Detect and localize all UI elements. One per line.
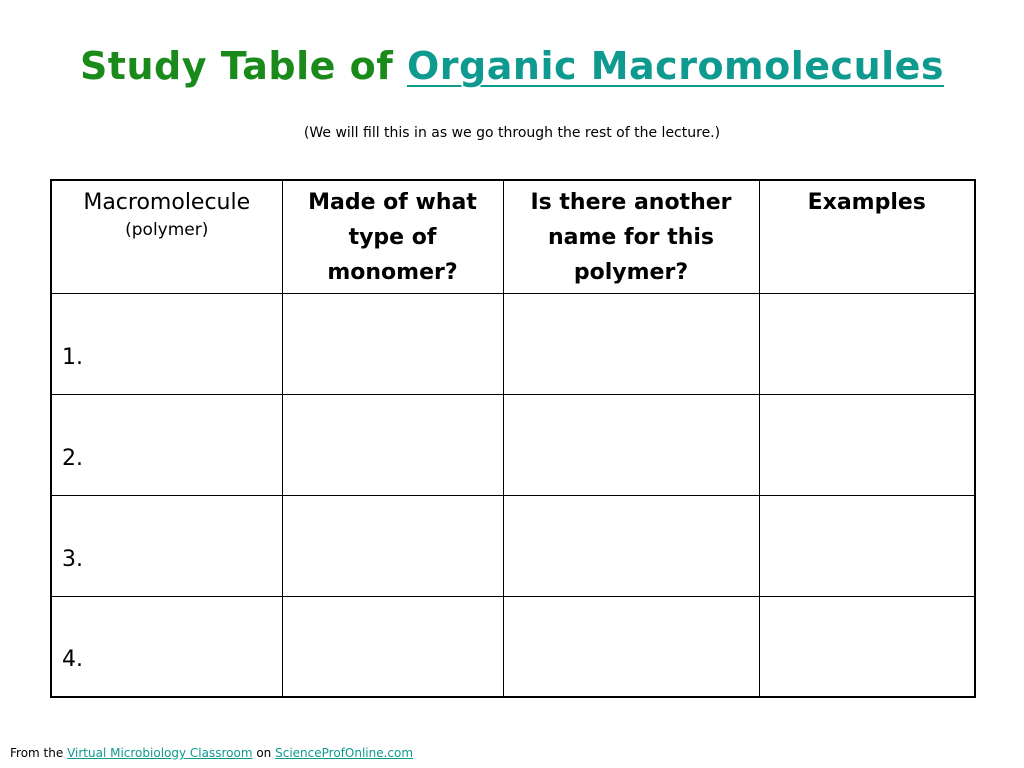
table-cell[interactable] bbox=[282, 596, 503, 697]
page-title bbox=[0, 44, 1024, 88]
footer-link-classroom[interactable]: Virtual Microbiology Classroom bbox=[67, 746, 253, 760]
footer-credit bbox=[10, 746, 413, 760]
page-subtitle: (We will fill this in as we go through the rest of the lecture.) bbox=[303, 125, 721, 141]
header-examples bbox=[759, 180, 975, 293]
table-cell[interactable] bbox=[282, 293, 503, 394]
header-examples-label: Examples bbox=[807, 190, 926, 215]
table-row bbox=[51, 293, 975, 394]
row-number: 4. bbox=[51, 596, 282, 697]
table-cell[interactable] bbox=[759, 293, 975, 394]
header-other-name-label: Is there another name for this polymer? bbox=[530, 190, 732, 285]
header-macromolecule-sub: (polymer) bbox=[125, 220, 209, 240]
table-row bbox=[51, 596, 975, 697]
table-cell[interactable] bbox=[503, 495, 759, 596]
title-prefix: Study Table of bbox=[79, 44, 394, 88]
header-monomer-label: Made of what type of monomer? bbox=[308, 190, 477, 285]
footer-middle: on bbox=[256, 746, 272, 760]
table-row bbox=[51, 495, 975, 596]
header-macromolecule bbox=[51, 180, 282, 293]
header-monomer bbox=[282, 180, 503, 293]
table-cell[interactable] bbox=[503, 394, 759, 495]
header-macromolecule-label: Macromolecule bbox=[83, 190, 251, 215]
table-cell[interactable] bbox=[282, 394, 503, 495]
footer-prefix: From the bbox=[10, 746, 64, 760]
table-cell[interactable] bbox=[759, 596, 975, 697]
row-number: 2. bbox=[51, 394, 282, 495]
table-cell[interactable] bbox=[759, 495, 975, 596]
header-other-name bbox=[503, 180, 759, 293]
table-header-row bbox=[51, 180, 975, 293]
study-table bbox=[50, 179, 976, 698]
title-link[interactable]: Organic Macromolecules bbox=[407, 44, 945, 88]
table-row bbox=[51, 394, 975, 495]
table-cell[interactable] bbox=[503, 293, 759, 394]
table-cell[interactable] bbox=[503, 596, 759, 697]
table-cell[interactable] bbox=[282, 495, 503, 596]
footer-link-site[interactable]: ScienceProfOnline.com bbox=[275, 746, 414, 760]
row-number: 1. bbox=[51, 293, 282, 394]
table-cell[interactable] bbox=[759, 394, 975, 495]
row-number: 3. bbox=[51, 495, 282, 596]
